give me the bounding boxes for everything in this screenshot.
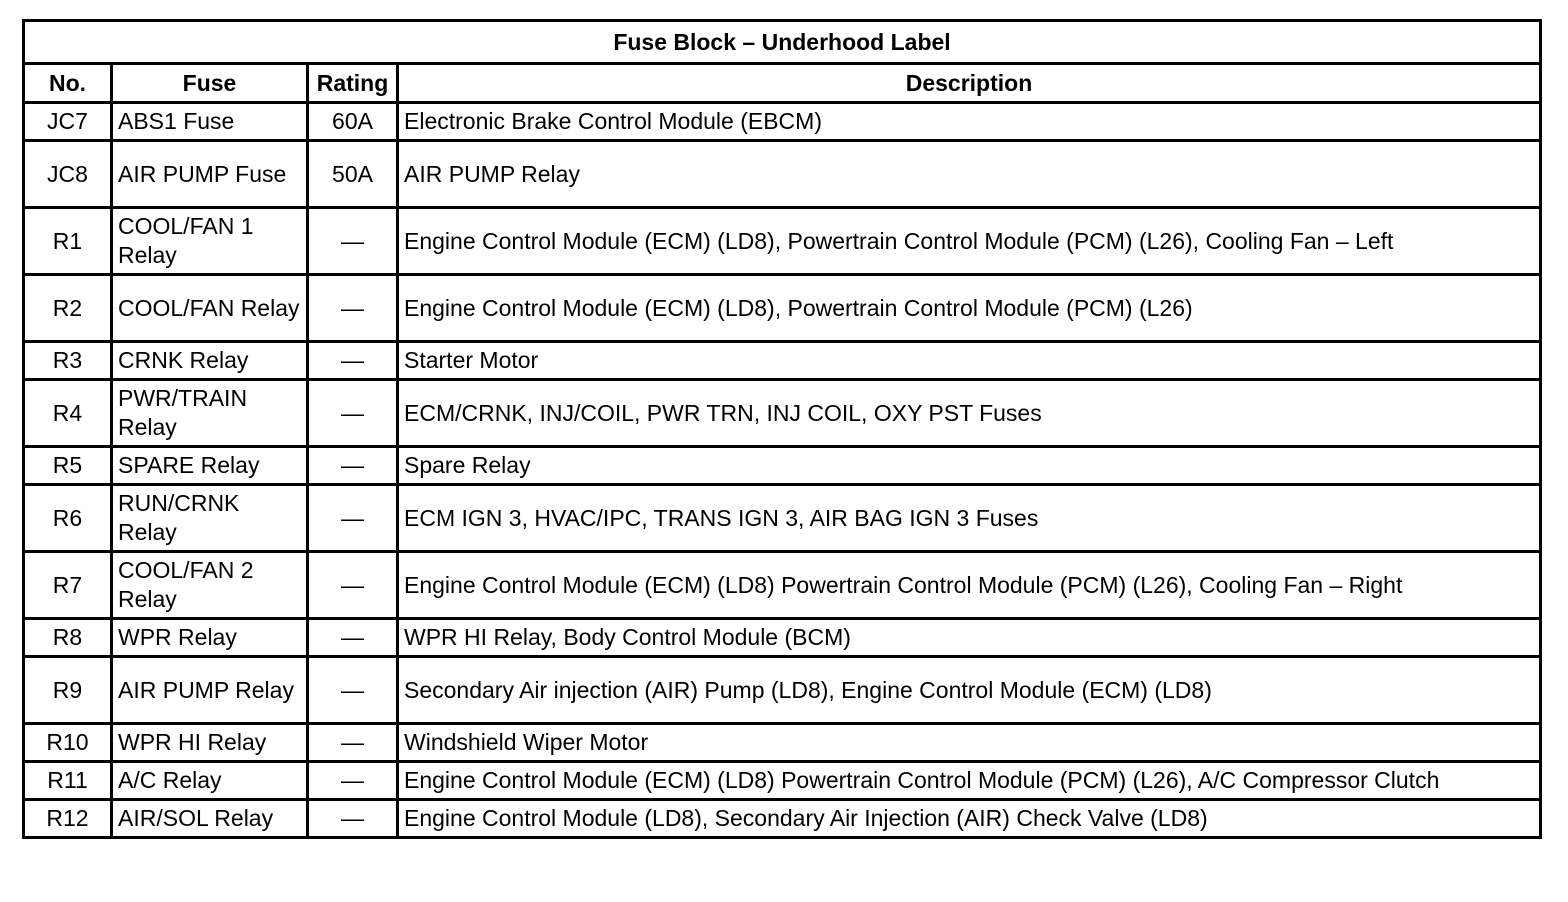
row-description: Engine Control Module (ECM) (LD8) Powertrain Control Module (PCM) (L26), A/C Compressor Clutch (398, 762, 1541, 800)
table-row (24, 762, 1541, 800)
table-row (24, 342, 1541, 380)
row-rating: — (308, 208, 398, 275)
table-title: Fuse Block – Underhood Label (24, 21, 1541, 64)
table-row (24, 208, 1541, 275)
row-rating: — (308, 619, 398, 657)
row-rating: — (308, 275, 398, 342)
table-row (24, 619, 1541, 657)
row-rating: — (308, 800, 398, 838)
fuse-block-table (22, 19, 1542, 839)
table-row (24, 657, 1541, 724)
row-description: Engine Control Module (ECM) (LD8), Powertrain Control Module (PCM) (L26), Cooling Fan – Left (398, 208, 1541, 275)
row-description: Secondary Air injection (AIR) Pump (LD8), Engine Control Module (ECM) (LD8) (398, 657, 1541, 724)
row-description: Spare Relay (398, 447, 1541, 485)
row-description: Electronic Brake Control Module (EBCM) (398, 103, 1541, 141)
header-description: Description (398, 64, 1541, 103)
row-fuse: AIR PUMP Relay (112, 657, 308, 724)
row-rating: — (308, 552, 398, 619)
row-fuse: RUN/CRNK Relay (112, 485, 308, 552)
row-number: R10 (24, 724, 112, 762)
row-number: R9 (24, 657, 112, 724)
table-row (24, 800, 1541, 838)
row-description: ECM IGN 3, HVAC/IPC, TRANS IGN 3, AIR BAG IGN 3 Fuses (398, 485, 1541, 552)
table-row (24, 275, 1541, 342)
row-rating: — (308, 724, 398, 762)
row-description: Starter Motor (398, 342, 1541, 380)
table-row (24, 485, 1541, 552)
row-number: R2 (24, 275, 112, 342)
row-fuse: ABS1 Fuse (112, 103, 308, 141)
row-description: AIR PUMP Relay (398, 141, 1541, 208)
row-number: R4 (24, 380, 112, 447)
row-number: JC7 (24, 103, 112, 141)
row-number: R7 (24, 552, 112, 619)
row-rating: — (308, 447, 398, 485)
row-description: Engine Control Module (ECM) (LD8) Powertrain Control Module (PCM) (L26), Cooling Fan – Right (398, 552, 1541, 619)
row-number: R6 (24, 485, 112, 552)
table-row (24, 380, 1541, 447)
row-fuse: SPARE Relay (112, 447, 308, 485)
row-rating: 50A (308, 141, 398, 208)
row-rating: — (308, 485, 398, 552)
row-number: R1 (24, 208, 112, 275)
row-rating: — (308, 380, 398, 447)
header-rating: Rating (308, 64, 398, 103)
row-number: R11 (24, 762, 112, 800)
row-number: JC8 (24, 141, 112, 208)
row-fuse: COOL/FAN 2 Relay (112, 552, 308, 619)
table-row (24, 724, 1541, 762)
row-fuse: COOL/FAN 1 Relay (112, 208, 308, 275)
row-fuse: WPR HI Relay (112, 724, 308, 762)
row-fuse: CRNK Relay (112, 342, 308, 380)
row-fuse: AIR/SOL Relay (112, 800, 308, 838)
row-number: R8 (24, 619, 112, 657)
table-row (24, 552, 1541, 619)
row-number: R5 (24, 447, 112, 485)
table-row (24, 141, 1541, 208)
row-rating: — (308, 657, 398, 724)
row-number: R12 (24, 800, 112, 838)
row-description: Engine Control Module (ECM) (LD8), Powertrain Control Module (PCM) (L26) (398, 275, 1541, 342)
header-no: No. (24, 64, 112, 103)
table-title-row (24, 21, 1541, 64)
row-fuse: COOL/FAN Relay (112, 275, 308, 342)
table-row (24, 447, 1541, 485)
header-fuse: Fuse (112, 64, 308, 103)
row-fuse: AIR PUMP Fuse (112, 141, 308, 208)
row-rating: — (308, 762, 398, 800)
table-row (24, 103, 1541, 141)
row-rating: — (308, 342, 398, 380)
row-fuse: WPR Relay (112, 619, 308, 657)
table-header-row (24, 64, 1541, 103)
row-description: ECM/CRNK, INJ/COIL, PWR TRN, INJ COIL, OXY PST Fuses (398, 380, 1541, 447)
row-fuse: A/C Relay (112, 762, 308, 800)
row-fuse: PWR/TRAIN Relay (112, 380, 308, 447)
row-description: Windshield Wiper Motor (398, 724, 1541, 762)
row-description: Engine Control Module (LD8), Secondary Air Injection (AIR) Check Valve (LD8) (398, 800, 1541, 838)
row-rating: 60A (308, 103, 398, 141)
row-description: WPR HI Relay, Body Control Module (BCM) (398, 619, 1541, 657)
row-number: R3 (24, 342, 112, 380)
